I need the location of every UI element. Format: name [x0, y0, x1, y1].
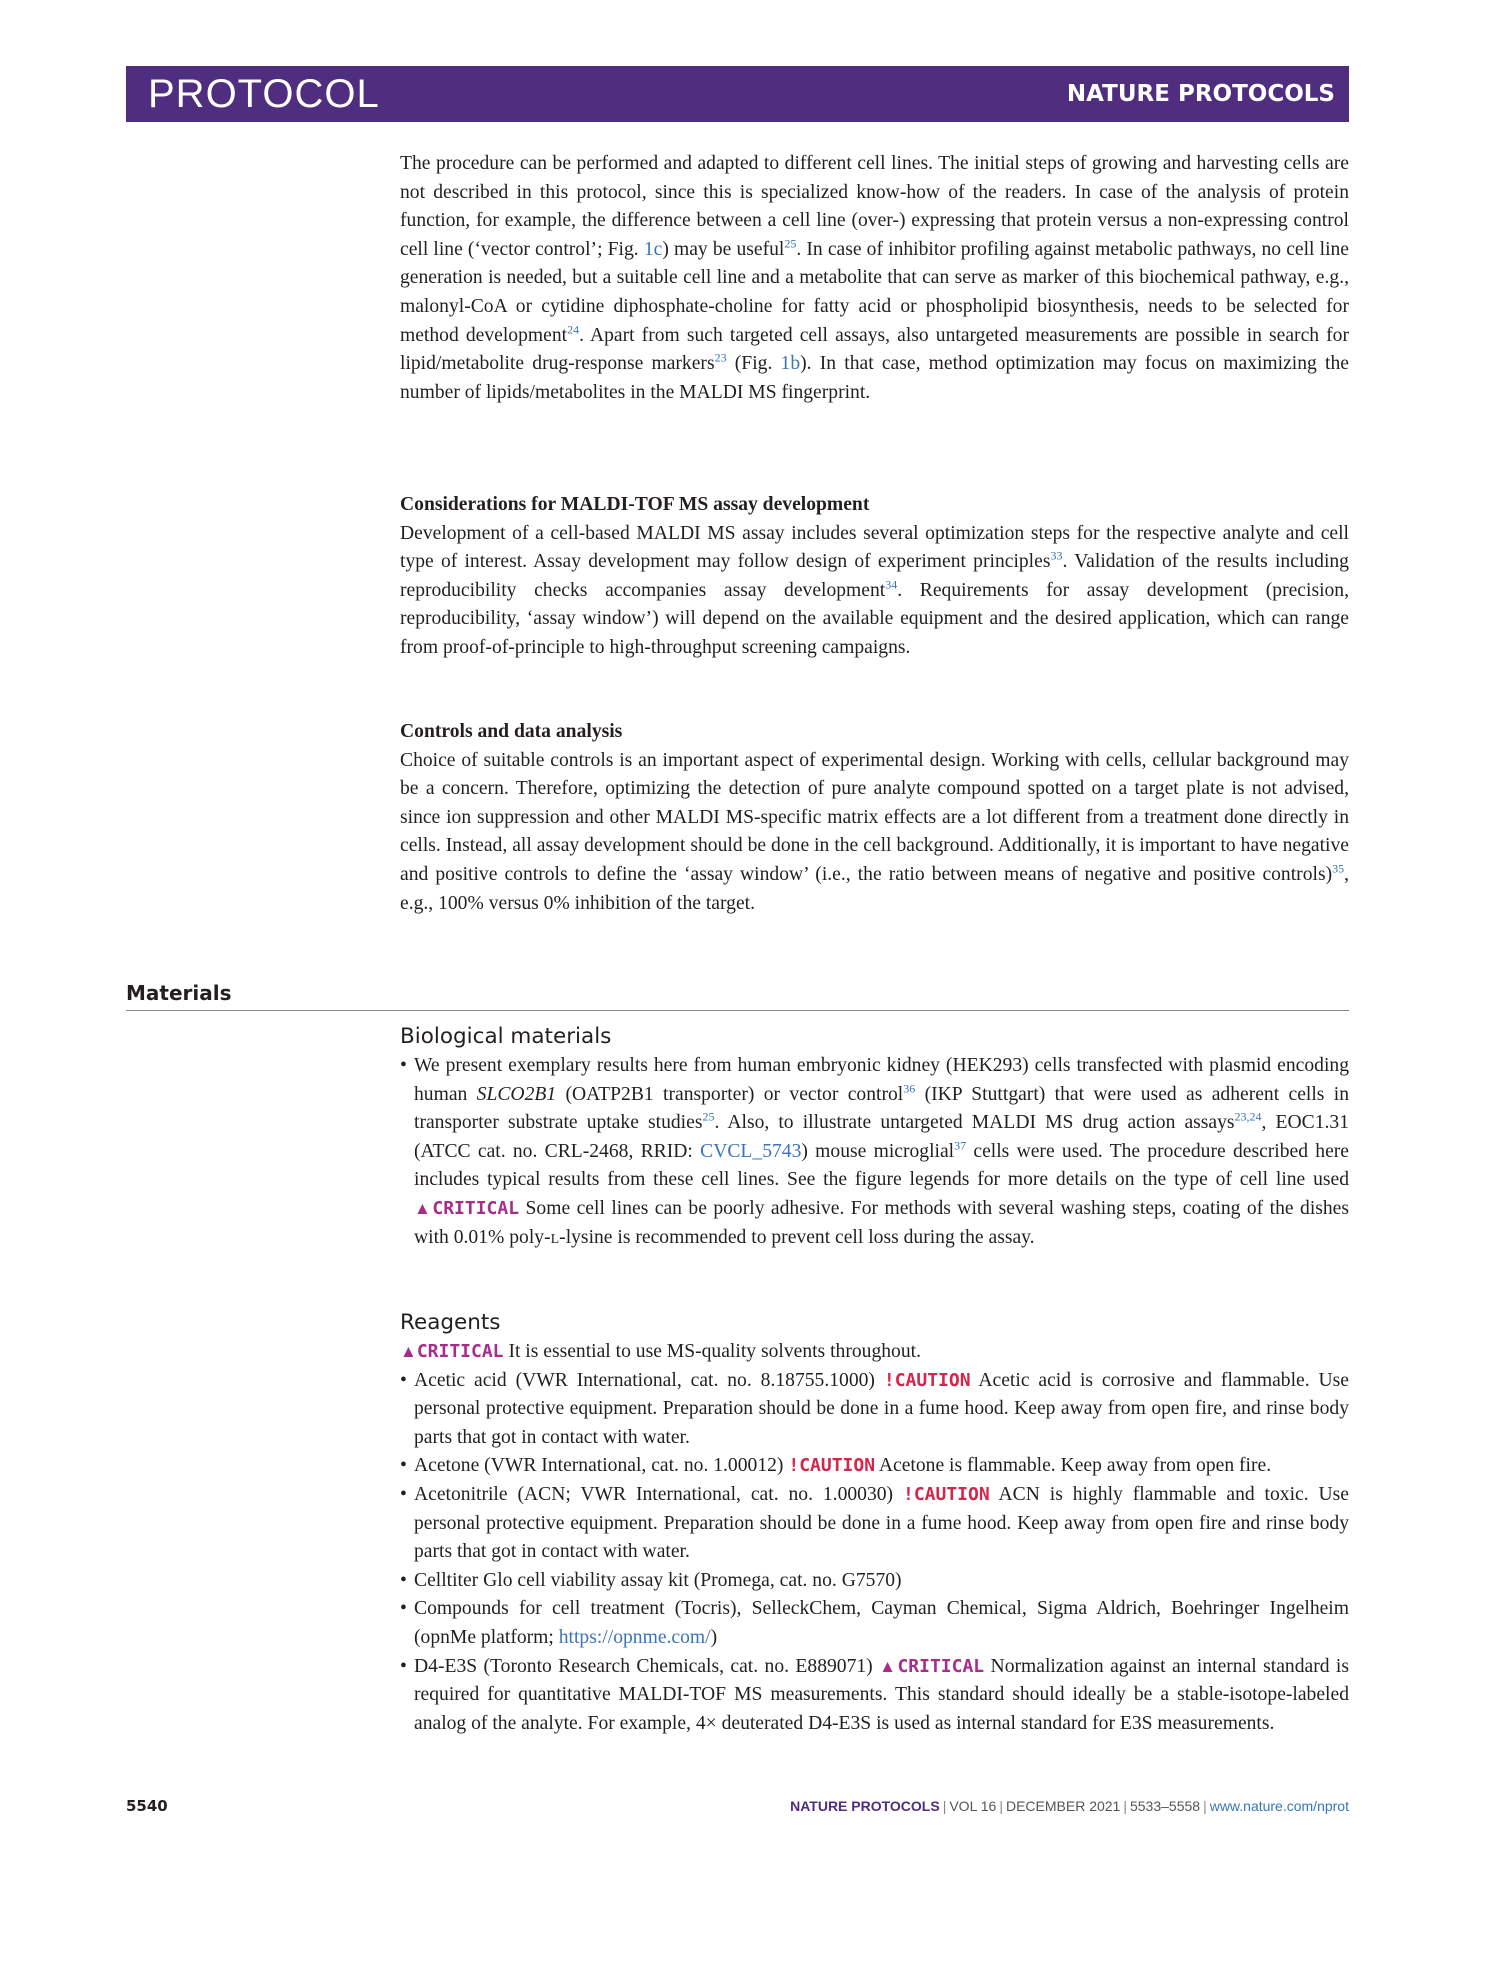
ref-33[interactable]: 33 — [1050, 548, 1063, 563]
biological-materials-section — [400, 1022, 1349, 1252]
section-label: PROTOCOL — [148, 72, 380, 116]
footer-journal: NATURE PROTOCOLS — [790, 1798, 940, 1814]
footer-url[interactable]: www.nature.com/nprot — [1209, 1798, 1349, 1814]
caution-label: !CAUTION — [902, 1483, 990, 1505]
biological-materials-heading: Biological materials — [400, 1024, 612, 1049]
ref-23-24[interactable]: 23,24 — [1234, 1109, 1262, 1124]
journal-name: NATURE PROTOCOLS — [1066, 81, 1335, 107]
controls-section: Controls and data analysis Choice of suitable controls is an important aspect of experimental design. Working with cells, cellular background may be a concern. Therefore, optimizing the detection of pure analyte compound spotted on a target plate is not advised, since ion suppression and other MALDI MS-specific matrix effects are a lot different from a treatment done directly in cells. Instead, all assay development should be done in the cell background. Additionally, it is important to have negative and positive controls to define the ‘assay window’ (i.e., the ratio between means of negative and positive controls)$^{35}$, e.g., 100% versus 0% inhibition of the target. — [400, 718, 1349, 918]
list-item: • Acetic acid (VWR International, cat. no. 8.18755.1000) !CAUTION Acetic acid is corrosive and flammable. Use personal protective equipment. Preparation should be done in a fume hood. Keep away from open fire, and rinse body parts that got in contact with water. — [400, 1369, 1349, 1448]
critical-label: CRITICAL — [432, 1197, 520, 1219]
reagents-section: Reagents ▲CRITICAL It is essential to use MS-quality solvents throughout. • Acetic acid (VWR International, cat. no. 8.18755.1000) !CAUTION Acetic acid is corrosive and flammable. Use personal protective equipment. Preparation should be done in a fume hood. Keep away from open fire, and rinse body parts that got in contact with water. • Acetone (VWR International, cat. no. 1.00012) !CAUTION Acetone is flammable. Keep away from open fire. • Acetonitrile (ACN; VWR International, cat. no. 1.00030) !CAUTION ACN is highly flammable and toxic. Use personal protective equipment. Preparation should be done in a fume hood. Keep away from open fire and rinse body parts that got in contact with water. • Celltiter Glo cell viability assay kit (Promega, cat. no. G7570) • Compounds for cell treatment (Tocris), SelleckChem, Cayman Chemical, Sigma Aldrich, Boehringer Ingelheim (opnMe platform; https://opnme.com/) • D4-E3S (Toronto Research Chemicals, cat. no. E889071) ▲CRITICAL Normalization against an internal standard is required for quantitative MALDI-TOF MS measurements. This standard should ideally be a stable-isotope-labeled analog of the analyte. For example, 4× deuterated D4-E3S is used as internal standard for E3S measurements. — [400, 1308, 1349, 1738]
critical-triangle-icon: ▲ — [400, 1342, 417, 1361]
ref-25[interactable]: 25 — [702, 1109, 715, 1124]
header-banner — [126, 66, 1349, 122]
footer-citation: NATURE PROTOCOLS | VOL 16 | DECEMBER 2021 | 5533–5558 | www.nature.com/nprot — [790, 1798, 1349, 1814]
list-item: • Acetone (VWR International, cat. no. 1.00012) !CAUTION Acetone is flammable. Keep away from open fire. — [400, 1455, 1272, 1477]
critical-triangle-icon: ▲ — [414, 1198, 433, 1218]
opnme-link[interactable]: https://opnme.com/ — [558, 1626, 711, 1648]
list-item: • Acetonitrile (ACN; VWR International, cat. no. 1.00030) !CAUTION ACN is highly flammable and toxic. Use personal protective equipment. Preparation should be done in a fume hood. Keep away from open fire and rinse body parts that got in contact with water. — [400, 1483, 1350, 1563]
critical-label: CRITICAL — [416, 1341, 504, 1362]
rrid-link[interactable]: CVCL_5743 — [700, 1140, 802, 1162]
caution-label: !CAUTION — [788, 1455, 876, 1477]
reagents-heading: Reagents — [400, 1310, 501, 1335]
considerations-heading: Considerations for MALDI-TOF MS assay development — [400, 494, 870, 515]
intro-paragraph: The procedure can be performed and adapted to different cell lines. The initial steps of growing and harvesting cells are not described in this protocol, since this is specialized know-how of the readers. In case of the analysis of protein function, for example, the difference between a cell line (over-) expressing that protein versus a non-expressing control cell line (‘vector control’; Fig. 1c) may be useful$^{25}$. In case of inhibitor profiling against metabolic pathways, no cell line generation is needed, but a suitable cell line and a metabolite that can serve as marker of this biochemical pathway, e.g., malonyl-CoA or cytidine diphosphate-choline for fatty acid or phospholipid biosynthesis, needs to be selected for method development$^{24}$. Apart from such targeted cell assays, also untargeted measurements are possible in search for lipid/metabolite drug-response markers$^{23}$ (Fig. 1b). In that case, method optimization may focus on maximizing the number of lipids/metabolites in the MALDI MS fingerprint. — [400, 153, 1350, 403]
figure-link-1c[interactable]: 1c — [643, 238, 663, 260]
footer-pages: 5533–5558 — [1129, 1798, 1201, 1814]
ref-24[interactable]: 24 — [567, 322, 580, 337]
ref-35[interactable]: 35 — [1332, 861, 1345, 876]
footer-date: DECEMBER 2021 — [1005, 1798, 1121, 1814]
list-item: • Celltiter Glo cell viability assay kit (Promega, cat. no. G7570) — [400, 1569, 902, 1591]
ref-37[interactable]: 37 — [954, 1138, 967, 1153]
list-item: • Compounds for cell treatment (Tocris), SelleckChem, Cayman Chemical, Sigma Aldrich, Boehringer Ingelheim (opnMe platform; https://opnme.com/) — [400, 1598, 1349, 1648]
critical-triangle-icon: ▲ — [879, 1656, 898, 1676]
ref-23[interactable]: 23 — [714, 350, 727, 365]
caution-label: !CAUTION — [883, 1369, 971, 1391]
list-item: • D4-E3S (Toronto Research Chemicals, cat. no. E889071) ▲CRITICAL Normalization against an internal standard is required for quantitative MALDI-TOF MS measurements. This standard should ideally be a stable-isotope-labeled analog of the analyte. For example, 4× deuterated D4-E3S is used as internal standard for E3S measurements. — [400, 1655, 1349, 1734]
page-number: 5540 — [126, 1797, 168, 1815]
ref-34[interactable]: 34 — [885, 577, 898, 592]
list-item: • We present exemplary results here from human embryonic kidney (HEK293) cells transfected with plasmid encoding human SLCO2B1 (OATP2B1 transporter) or vector control$^{36}$ (IKP Stuttgart) that were used as adherent cells in transporter substrate uptake studies$^{25}$. Also, to illustrate untargeted MALDI MS drug action assays$^{23,24}$, EOC1.31 (ATCC cat. no. CRL-2468, RRID: CVCL_5743) mouse microglial$^{37}$ cells were used. The procedure described here includes typical results from these cell lines. See the figure legends for more details on the type of cell line used ▲CRITICAL Some cell lines can be poorly adhesive. For methods with several washing steps, coating of the dishes with 0.01% poly-l-lysine is recommended to prevent cell loss during the assay. — [400, 1055, 1350, 1248]
footer-volume: VOL 16 — [949, 1798, 997, 1814]
ref-36[interactable]: 36 — [903, 1081, 916, 1096]
figure-link-1b[interactable]: 1b — [780, 353, 801, 375]
ref-25[interactable]: 25 — [784, 236, 797, 251]
materials-heading: Materials — [126, 978, 1349, 1011]
controls-heading: Controls and data analysis — [400, 721, 623, 742]
critical-label: CRITICAL — [897, 1655, 985, 1677]
considerations-section: Considerations for MALDI-TOF MS assay development Development of a cell-based MALDI MS assay includes several optimization steps for the respective analyte and cell type of interest. Assay development may follow design of experiment principles$^{33}$. Validation of the results including reproducibility checks accompanies assay development$^{34}$. Requirements for assay development (precision, reproducibility, ‘assay window’) will depend on the available equipment and the desired application, which can range from proof-of-principle to high-throughput screening campaigns. — [400, 491, 1349, 663]
